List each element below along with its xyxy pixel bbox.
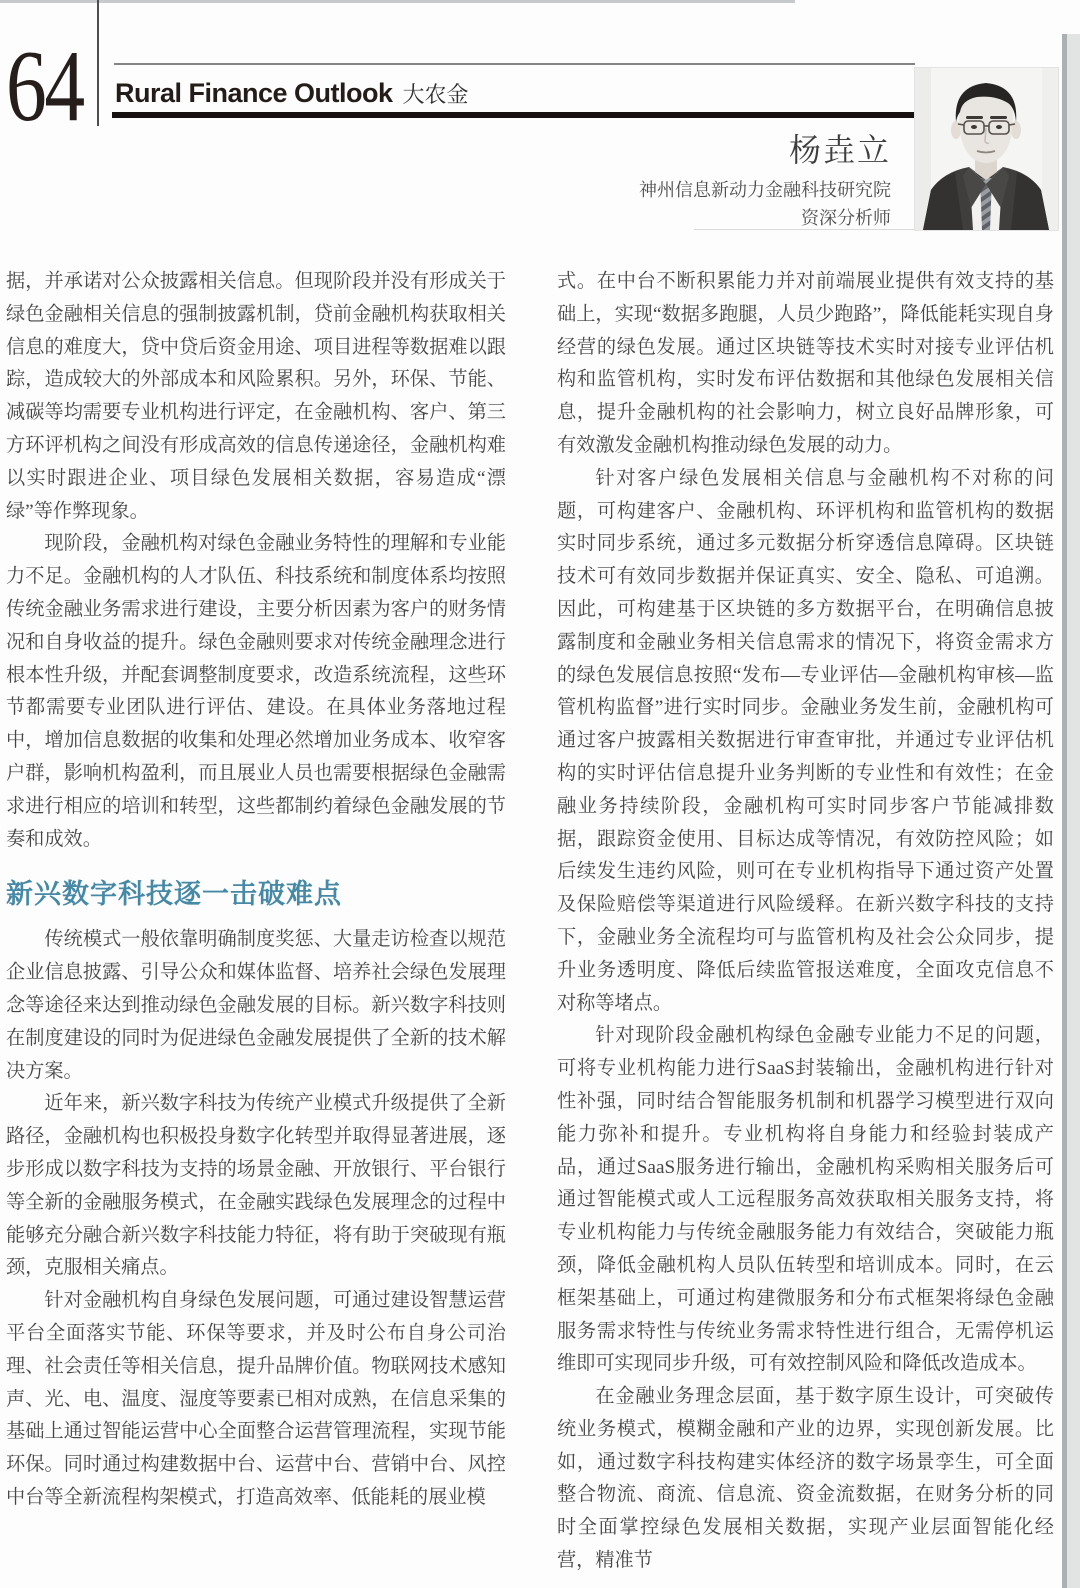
paragraph: 现阶段，金融机构对绿色金融业务特性的理解和专业能力不足。金融机构的人才队伍、科技系统和制度体系均按照传统金融业务需求进行建设，主要分析因素为客户的财务情况和自身收益的提升。绿色金融则要求对传统金融理念进行根本性升级，并配套调整制度要求，改造系统流程，这些环节都需要专业团队进行评估、建设。在具体业务落地过程中，增加信息数据的收集和处理必然增加业务成本、收窄客户群，影响机构盈利，而且展业人员也需要根据绿色金融需求进行相应的培训和转型，这些都制约着绿色金融发展的节奏和成效。 <box>6 533 506 850</box>
section-heading: 新兴数字科技逐一击破难点 <box>6 879 342 910</box>
author-name: 杨垚立 <box>788 132 891 168</box>
paragraph: 针对客户绿色发展相关信息与金融机构不对称的问题，可构建客户、金融机构、环评机构和监管机构的数据实时同步系统，通过多元数据分析穿透信息障碍。区块链技术可有效同步数据并保证真实、安全、隐私、可追溯。因此，可构建基于区块链的多方数据平台，在明确信息披露制度和金融业务相关信息需求的情况下，将资金需求方的绿色发展信息按照“发布—专业评估—金融机构审核—监管机构监督”进行实时同步。金融业务发生前，金融机构可通过客户披露相关数据进行审查审批，并通过专业评估机构的实时评估信息提升业务判断的专业性和有效性；在金融业务持续阶段，金融机构可实时同步客户节能减排数据，跟踪资金使用、目标达成等情况，有效防控风险；如后续发生违约风险，则可在专业机构指导下通过资产处置及保险赔偿等渠道进行风险缓释。在新兴数字科技的支持下，金融业务全流程均可与监管机构及社会公众同步，提升业务透明度、降低后续监管报送难度，全面攻克信息不对称等堵点。 <box>557 467 1054 1014</box>
article-right-column <box>557 266 1054 1578</box>
paragraph: 针对现阶段金融机构绿色金融专业能力不足的问题，可将专业机构能力进行SaaS封装输出，金融机构进行针对性补强，同时结合智能服务机制和机器学习模型进行双向能力弥补和提升。专业机构将自身能力和经验封装成产品，通过SaaS服务进行输出，金融机构采购相关服务后可通过智能模式或人工远程服务高效获取相关服务支持，将专业机构能力与传统金融服务能力有效结合，突破能力瓶颈，降低金融机构人员队伍转型和培训成本。同时，在云框架基础上，可通过构建微服务和分布式框架将绿色金融服务需求特性与传统业务需求特性进行组合，无需停机运维即可实现同步升级，可有效控制风险和降低改造成本。 <box>557 1025 1054 1375</box>
page-number: 64 <box>6 30 83 143</box>
header-vertical-rule <box>97 0 99 126</box>
paragraph: 在金融业务理念层面，基于数字原生设计，可突破传统业务模式，模糊金融和产业的边界，实现创新发展。比如，通过数字科技构建实体经济的数字场景孪生，可全面整合物流、商流、信息流、资金流数据，在财务分析的同时全面掌控绿色发展相关数据，实现产业层面智能化经营，精准节 <box>557 1386 1054 1572</box>
header-bottom-rule <box>112 112 915 118</box>
header-top-rule <box>114 63 915 65</box>
magazine-masthead <box>115 78 469 109</box>
paragraph: 据，并承诺对公众披露相关信息。但现阶段并没有形成关于绿色金融相关信息的强制披露机制，贷前金融机构获取相关信息的难度大，贷中贷后资金用途、项目进程等数据难以跟踪，造成较大的外部成本和风险累积。另外，环保、节能、减碳等均需要专业机构进行评定，在金融机构、客户、第三方环评机构之间没有形成高效的信息传递途径，金融机构难以实时跟进企业、项目绿色发展相关数据，容易造成“漂绿”等作弊现象。 <box>6 271 506 522</box>
paragraph: 针对金融机构自身绿色发展问题，可通过建设智慧运营平台全面落实节能、环保等要求，并及时公布自身公司治理、社会责任等相关信息，提升品牌价值。物联网技术感知声、光、电、温度、湿度等要素已相对成熟，在信息采集的基础上通过智能运营中心全面整合运营管理流程，实现节能环保。同时通过构建数据中台、运营中台、营销中台、风控中台等全新流程构架模式，打造高效率、低能耗的展业模 <box>6 1290 506 1508</box>
paragraph: 近年来，新兴数字科技为传统产业模式升级提供了全新路径，金融机构也积极投身数字化转型并取得显著进展，逐步形成以数字科技为支持的场景金融、开放银行、平台银行等全新的金融服务模式，在金融实践绿色发展理念的过程中能够充分融合新兴数字科技能力特征，将有助于突破现有瓶颈，克服相关痛点。 <box>6 1093 506 1279</box>
author-portrait-illustration <box>915 68 1058 230</box>
author-affiliation: 神州信息新动力金融科技研究院 <box>639 180 891 200</box>
author-photo <box>915 68 1058 230</box>
author-job-title: 资深分析师 <box>801 208 891 228</box>
page-right-edge-shadow <box>1067 34 1080 1588</box>
author-block <box>639 130 891 232</box>
page-top-edge <box>0 0 795 3</box>
magazine-title-cn: 大农金 <box>402 82 469 107</box>
article-left-column <box>6 266 506 1515</box>
magazine-title-en: Rural Finance Outlook <box>115 78 393 108</box>
paragraph: 式。在中台不断积累能力并对前端展业提供有效支持的基础上，实现“数据多跑腿，人员少跑路”，降低能耗实现自身经营的绿色发展。通过区块链等技术实时对接专业评估机构和监管机构，实时发布评估数据和其他绿色发展相关信息，提升金融机构的社会影响力，树立良好品牌形象，可有效激发金融机构推动绿色发展的动力。 <box>557 271 1054 456</box>
paragraph: 传统模式一般依靠明确制度奖惩、大量走访检查以规范企业信息披露、引导公众和媒体监督、培养社会绿色发展理念等途径来达到推动绿色金融发展的目标。新兴数字科技则在制度建设的同时为促进绿色金融发展提供了全新的技术解决方案。 <box>6 929 506 1082</box>
